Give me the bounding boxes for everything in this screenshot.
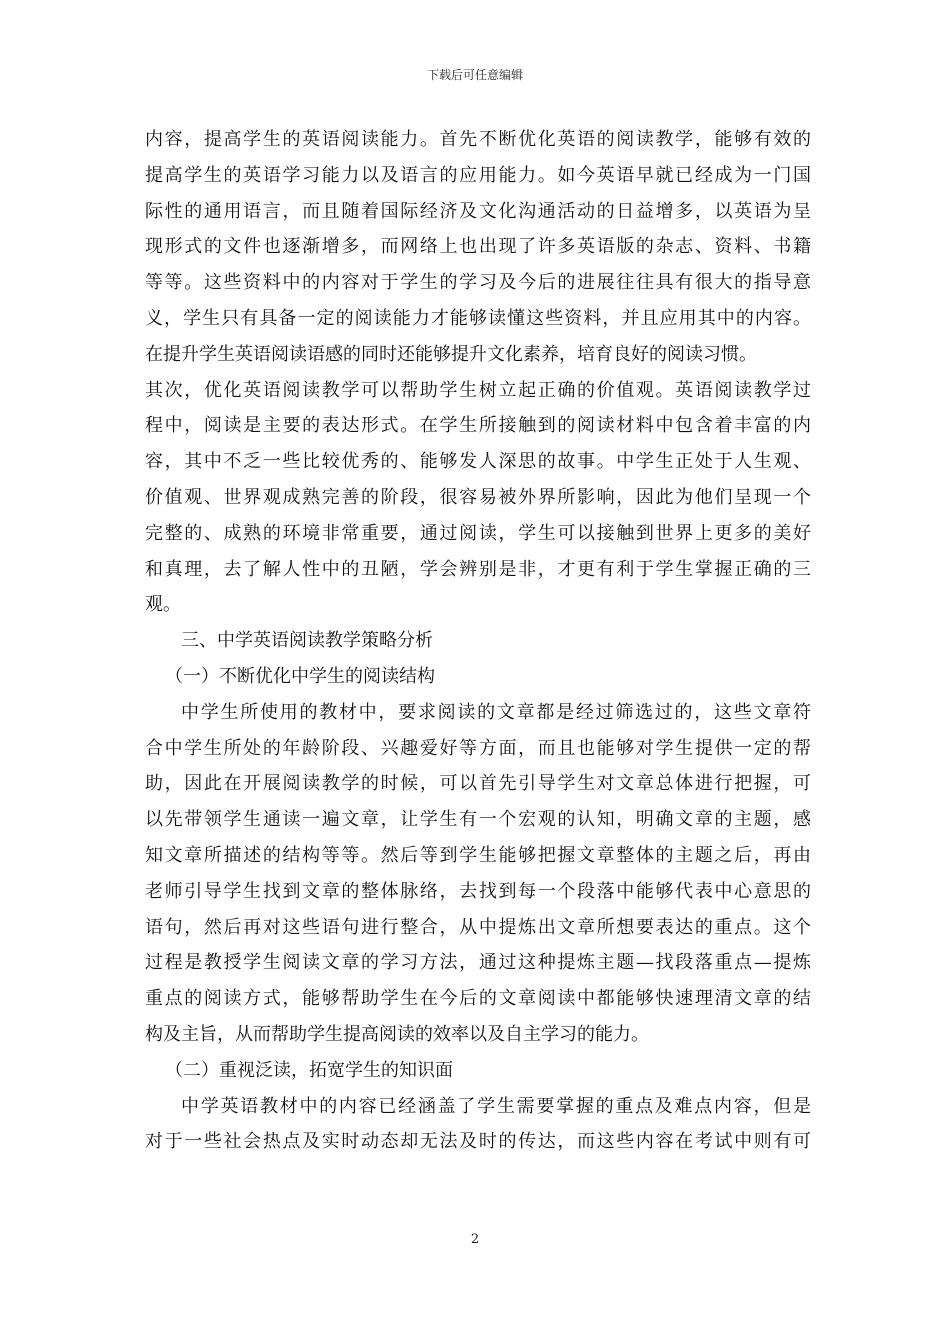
text-line: 价值观、世界观成熟完善的阶段，很容易被外界所影响，因此为他们呈现一个 [145,486,811,508]
text-line: 中学英语教材中的内容已经涵盖了学生需要掌握的重点及难点内容，但是 [181,1095,811,1117]
page-number: 2 [470,1232,480,1247]
text-line: 际性的通用语言，而且随着国际经济及文化沟通活动的日益增多，以英语为呈 [145,200,811,222]
text-line: 构及主旨，从而帮助学生提高阅读的效率以及自主学习的能力。 [145,1023,649,1045]
text-line: 中学生所使用的教材中，要求阅读的文章都是经过筛选过的，这些文章符 [181,701,811,723]
text-line: 完整的、成熟的环境非常重要，通过阅读，学生可以接触到世界上更多的美好 [145,522,811,544]
text-line: 等等。这些资料中的内容对于学生的学习及今后的进展往往具有很大的指导意 [145,272,811,294]
text-line: 重点的阅读方式，能够帮助学生在今后的文章阅读中都能够快速理清文章的结 [145,988,811,1010]
text-line: 合中学生所处的年龄阶段、兴趣爱好等方面，而且也能够对学生提供一定的帮 [145,737,811,759]
text-line: 其次，优化英语阅读教学可以帮助学生树立起正确的价值观。英语阅读教学过 [145,379,811,401]
page-header: 下载后可任意编辑 [426,68,523,82]
text-line: 在提升学生英语阅读语感的同时还能够提升文化素养，培育良好的阅读习惯。 [145,343,757,365]
text-line: 观。 [145,594,181,616]
text-line: 内容，提高学生的英语阅读能力。首先不断优化英语的阅读教学，能够有效的 [145,129,811,150]
text-line: 和真理，去了解人性中的丑陋，学会辨别是非，才更有利于学生掌握正确的三 [145,558,811,580]
text-line: 过程是教授学生阅读文章的学习方法，通过这种提炼主题—找段落重点—提炼 [145,952,811,974]
text-line: 容，其中不乏一些比较优秀的、能够发人深思的故事。中学生正处于人生观、 [145,451,811,473]
text-line: （一）不断优化中学生的阅读结构 [165,665,435,687]
text-line: （二）重视泛读，拓宽学生的知识面 [165,1059,453,1081]
text-line: 提高学生的英语学习能力以及语言的应用能力。如今英语早就已经成为一门国 [145,164,811,186]
text-line: 知文章所描述的结构等等。然后等到学生能够把握文章整体的主题之后，再由 [145,844,811,866]
text-line: 三、中学英语阅读教学策略分析 [181,630,433,652]
body-text [145,122,811,1160]
text-line: 助，因此在开展阅读教学的时候，可以首先引导学生对文章总体进行把握，可 [145,773,811,795]
text-line: 对于一些社会热点及实时动态却无法及时的传达，而这些内容在考试中则有可 [145,1131,811,1153]
text-line: 现形式的文件也逐渐增多，而网络上也出现了许多英语版的杂志、资料、书籍 [145,236,811,258]
text-line: 义，学生只有具备一定的阅读能力才能够读懂这些资料，并且应用其中的内容。 [145,307,811,329]
text-line: 以先带领学生通读一遍文章，让学生有一个宏观的认知，明确文章的主题，感 [145,809,811,831]
text-line: 语句，然后再对这些语句进行整合，从中提炼出文章所想要表达的重点。这个 [145,916,811,938]
text-line: 老师引导学生找到文章的整体脉络，去找到每一个段落中能够代表中心意思的 [145,880,811,902]
text-line: 程中，阅读是主要的表达形式。在学生所接触到的阅读材料中包含着丰富的内 [145,415,811,437]
